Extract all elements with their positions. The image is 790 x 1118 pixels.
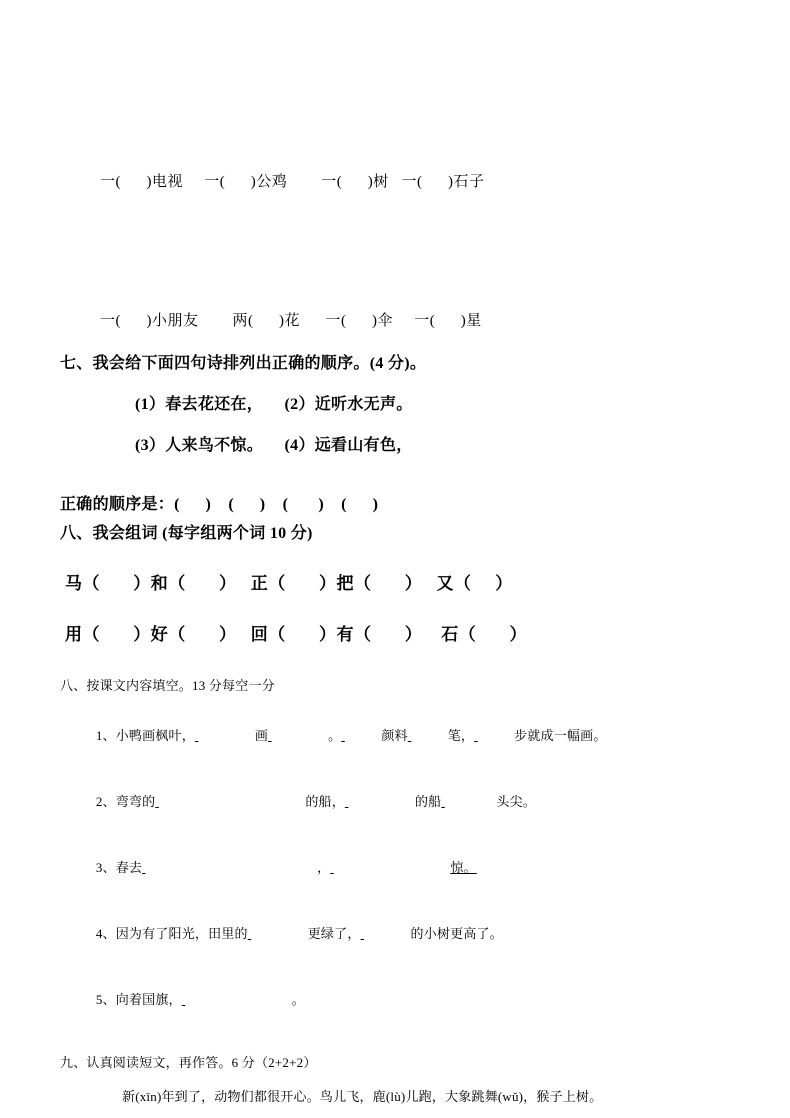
fill-item-1-part-3: 。 bbox=[328, 728, 342, 743]
fill-item-2 bbox=[82, 775, 730, 826]
question-7-heading: 七、我会给下面四句诗排列出正确的顺序。(4 分)。 bbox=[60, 355, 427, 372]
fill-item-4-part-2: 更绿了， bbox=[307, 926, 361, 941]
question-8-heading: 八、我会组词 (每字组两个词 10 分) bbox=[60, 525, 313, 542]
fill-item-4-num: 4、 bbox=[95, 926, 116, 941]
measure-words-row-1: 一( )电视 一( )公鸡 一( )树 一( )石子 bbox=[100, 174, 485, 190]
fill-item-1 bbox=[82, 709, 730, 760]
fill-item-3-num: 3、 bbox=[95, 860, 116, 875]
fill-item-1-part-5: 笔， bbox=[447, 728, 475, 743]
blank[interactable] bbox=[341, 728, 381, 744]
question-8-row-1: 马（ ）和（ ） 正（ ）把（ ） 又（ ） bbox=[65, 574, 513, 593]
question-9-heading: 九、认真阅读短文，再作答。6 分（2+2+2） bbox=[60, 1055, 317, 1070]
question-8b-heading: 八、按课文内容填空。13 分每空一分 bbox=[60, 678, 275, 693]
blank[interactable] bbox=[474, 728, 514, 744]
blank[interactable] bbox=[248, 926, 308, 942]
fill-item-1-part-1: 小鸭画枫叶， bbox=[115, 728, 195, 743]
fill-item-5-num: 5、 bbox=[95, 992, 116, 1007]
row-gap bbox=[60, 191, 730, 309]
fill-item-4-part-1: 因为有了阳光，田里的 bbox=[115, 926, 248, 941]
fill-item-2-part-1: 弯弯的 bbox=[115, 794, 156, 809]
fill-item-3-part-3: 惊。 bbox=[450, 860, 477, 875]
blank[interactable] bbox=[361, 926, 411, 942]
blank[interactable] bbox=[182, 992, 292, 1008]
fill-item-1-num: 1、 bbox=[95, 728, 116, 743]
fill-item-5 bbox=[82, 973, 730, 1024]
blank[interactable] bbox=[441, 794, 496, 810]
blank[interactable] bbox=[268, 728, 328, 744]
fill-item-5-part-2: 。 bbox=[291, 992, 305, 1007]
fill-item-2-part-4: 头尖。 bbox=[496, 794, 536, 809]
question-7-poem-line-1: (1）春去花还在， (2）近听水无声。 bbox=[135, 396, 413, 413]
fill-item-1-part-4: 颜料 bbox=[381, 728, 408, 743]
fill-item-4-part-3: 的小树更高了。 bbox=[410, 926, 503, 941]
fill-item-2-num: 2、 bbox=[95, 794, 116, 809]
fill-item-2-part-3: 的船 bbox=[414, 794, 442, 809]
top-spacer bbox=[60, 0, 730, 170]
measure-words-row-2: 一( )小朋友 两( )花 一( )伞 一( )星 bbox=[100, 313, 482, 329]
blank[interactable] bbox=[155, 794, 305, 810]
blank[interactable] bbox=[408, 728, 448, 744]
fill-item-5-part-1: 向着国旗， bbox=[115, 992, 182, 1007]
blank[interactable] bbox=[345, 794, 415, 810]
blank[interactable] bbox=[195, 728, 255, 744]
question-8-row-2: 用（ ）好（ ） 回（ ）有（ ） 石（ ） bbox=[65, 625, 527, 644]
question-7-answer-line: 正确的顺序是：( ) ( ) ( ) ( ) bbox=[60, 496, 379, 513]
fill-item-2-part-2: 的船， bbox=[305, 794, 345, 809]
question-7-poem-line-2: (3）人来鸟不惊。 (4）远看山有色， bbox=[135, 437, 413, 454]
fill-item-3-part-2: ， bbox=[317, 860, 331, 875]
fill-item-3 bbox=[82, 841, 730, 892]
blank[interactable] bbox=[330, 860, 450, 876]
fill-item-1-part-6: 步就成一幅画。 bbox=[514, 728, 607, 743]
question-9-passage: 新(xīn)年到了，动物们都很开心。鸟儿飞，鹿(lù)儿跑，大象跳舞(wǔ)，猴子上树。 bbox=[122, 1089, 603, 1104]
blank[interactable] bbox=[142, 860, 317, 876]
fill-item-1-part-2: 画 bbox=[254, 728, 269, 743]
fill-item-4 bbox=[82, 907, 730, 958]
fill-item-3-part-1: 春去 bbox=[115, 860, 143, 875]
